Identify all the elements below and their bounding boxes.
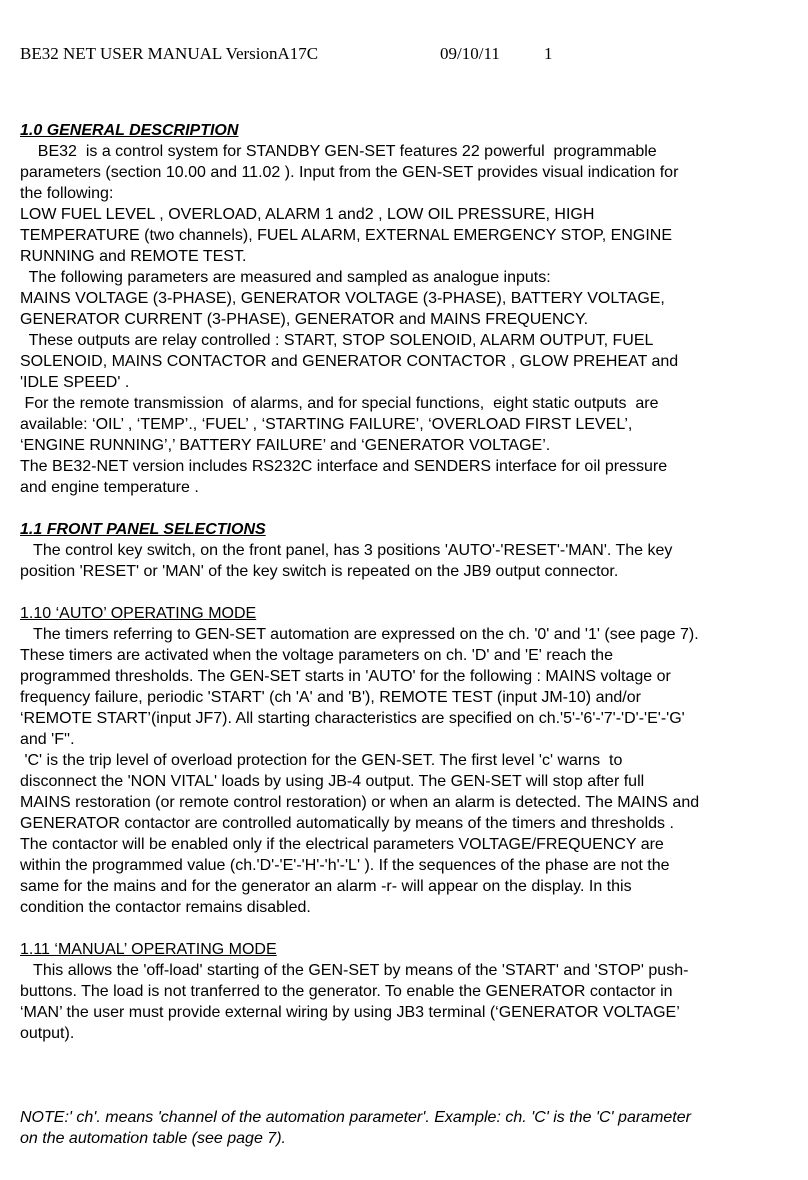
text-line: The following parameters are measured and sampled as analogue inputs: <box>20 269 551 286</box>
text-line: ‘REMOTE START’(input JF7). All starting characteristics are specified on ch.'5'-'6'-'7'-'D'-'E'-'G' <box>20 710 685 727</box>
document-body <box>20 120 798 1149</box>
text-line: ‘ENGINE RUNNING’,’ BATTERY FAILURE’ and ‘GENERATOR VOLTAGE’. <box>20 437 551 454</box>
text-line: disconnect the 'NON VITAL' loads by using JB-4 output. The GEN-SET will stop after full <box>20 773 645 790</box>
text-line: available: ‘OIL’ , ‘TEMP’., ‘FUEL’ , ‘STARTING FAILURE’, ‘OVERLOAD FIRST LEVEL’, <box>20 416 633 433</box>
text-line: programmed thresholds. The GEN-SET starts in 'AUTO' for the following : MAINS voltage or <box>20 668 671 685</box>
text-line: This allows the 'off-load' starting of the GEN-SET by means of the 'START' and 'STOP' push- <box>20 962 689 979</box>
spacer <box>20 1044 798 1107</box>
section-heading-manual-mode: 1.11 ‘MANUAL’ OPERATING MODE <box>20 941 277 958</box>
section-general-description <box>20 141 798 498</box>
text-line: within the programmed value (ch.'D'-'E'-'H'-'h'-'L' ). If the sequences of the phase are not the <box>20 857 670 874</box>
text-line: RUNNING and REMOTE TEST. <box>20 248 247 265</box>
header-page-number: 1 <box>544 44 553 63</box>
text-line: parameters (section 10.00 and 11.02 ). Input from the GEN-SET provides visual indication for <box>20 164 679 181</box>
section-auto-mode <box>20 624 798 918</box>
spacer <box>20 582 798 603</box>
header-date: 09/10/11 <box>440 44 500 63</box>
text-line: position 'RESET' or 'MAN' of the key switch is repeated on the JB9 output connector. <box>20 563 619 580</box>
text-line: SOLENOID, MAINS CONTACTOR and GENERATOR CONTACTOR , GLOW PREHEAT and <box>20 353 679 370</box>
text-line: and 'F''. <box>20 731 75 748</box>
text-line: output). <box>20 1025 75 1042</box>
text-line: condition the contactor remains disabled. <box>20 899 311 916</box>
text-line: GENERATOR contactor are controlled automatically by means of the timers and thresholds . <box>20 815 674 832</box>
note-line: NOTE:' ch'. means 'channel of the automation parameter'. Example: ch. 'C' is the 'C' parameter <box>20 1109 691 1126</box>
note-paragraph <box>20 1107 798 1149</box>
section-heading-front-panel: 1.1 FRONT PANEL SELECTIONS <box>20 521 266 538</box>
section-front-panel <box>20 540 798 582</box>
section-heading-auto-mode: 1.10 ‘AUTO’ OPERATING MODE <box>20 605 257 622</box>
text-line: BE32 is a control system for STANDBY GEN-SET features 22 powerful programmable <box>20 143 657 160</box>
text-line: 'C' is the trip level of overload protection for the GEN-SET. The first level 'c' warns to <box>20 752 623 769</box>
spacer <box>20 498 798 519</box>
text-line: buttons. The load is not tranferred to the generator. To enable the GENERATOR contactor in <box>20 983 673 1000</box>
text-line: 'IDLE SPEED' . <box>20 374 130 391</box>
text-line: frequency failure, periodic 'START' (ch 'A' and 'B'), REMOTE TEST (input JM-10) and/or <box>20 689 641 706</box>
note-line: on the automation table (see page 7). <box>20 1130 286 1147</box>
text-line: For the remote transmission of alarms, and for special functions, eight static outputs are <box>20 395 659 412</box>
text-line: and engine temperature . <box>20 479 199 496</box>
section-manual-mode <box>20 960 798 1044</box>
text-line: These outputs are relay controlled : START, STOP SOLENOID, ALARM OUTPUT, FUEL <box>20 332 654 349</box>
text-line: These timers are activated when the voltage parameters on ch. 'D' and 'E' reach the <box>20 647 613 664</box>
text-line: TEMPERATURE (two channels), FUEL ALARM, EXTERNAL EMERGENCY STOP, ENGINE <box>20 227 673 244</box>
text-line: the following: <box>20 185 114 202</box>
spacer <box>20 918 798 939</box>
text-line: ‘MAN’ the user must provide external wiring by using JB3 terminal (‘GENERATOR VOLTAGE’ <box>20 1004 680 1021</box>
section-heading-general-description: 1.0 GENERAL DESCRIPTION <box>20 122 239 139</box>
text-line: LOW FUEL LEVEL , OVERLOAD, ALARM 1 and2 , LOW OIL PRESSURE, HIGH <box>20 206 595 223</box>
text-line: The contactor will be enabled only if the electrical parameters VOLTAGE/FREQUENCY are <box>20 836 664 853</box>
header-title: BE32 NET USER MANUAL VersionA17C <box>20 44 319 63</box>
text-line: same for the mains and for the generator an alarm -r- will appear on the display. In this <box>20 878 632 895</box>
text-line: The BE32-NET version includes RS232C interface and SENDERS interface for oil pressure <box>20 458 668 475</box>
text-line: The control key switch, on the front panel, has 3 positions 'AUTO'-'RESET'-'MAN'. The key <box>20 542 673 559</box>
text-line: The timers referring to GEN-SET automation are expressed on the ch. '0' and '1' (see page 7). <box>20 626 699 643</box>
text-line: MAINS restoration (or remote control restoration) or when an alarm is detected. The MAINS and <box>20 794 700 811</box>
text-line: MAINS VOLTAGE (3-PHASE), GENERATOR VOLTAGE (3-PHASE), BATTERY VOLTAGE, <box>20 290 665 307</box>
text-line: GENERATOR CURRENT (3-PHASE), GENERATOR and MAINS FREQUENCY. <box>20 311 589 328</box>
